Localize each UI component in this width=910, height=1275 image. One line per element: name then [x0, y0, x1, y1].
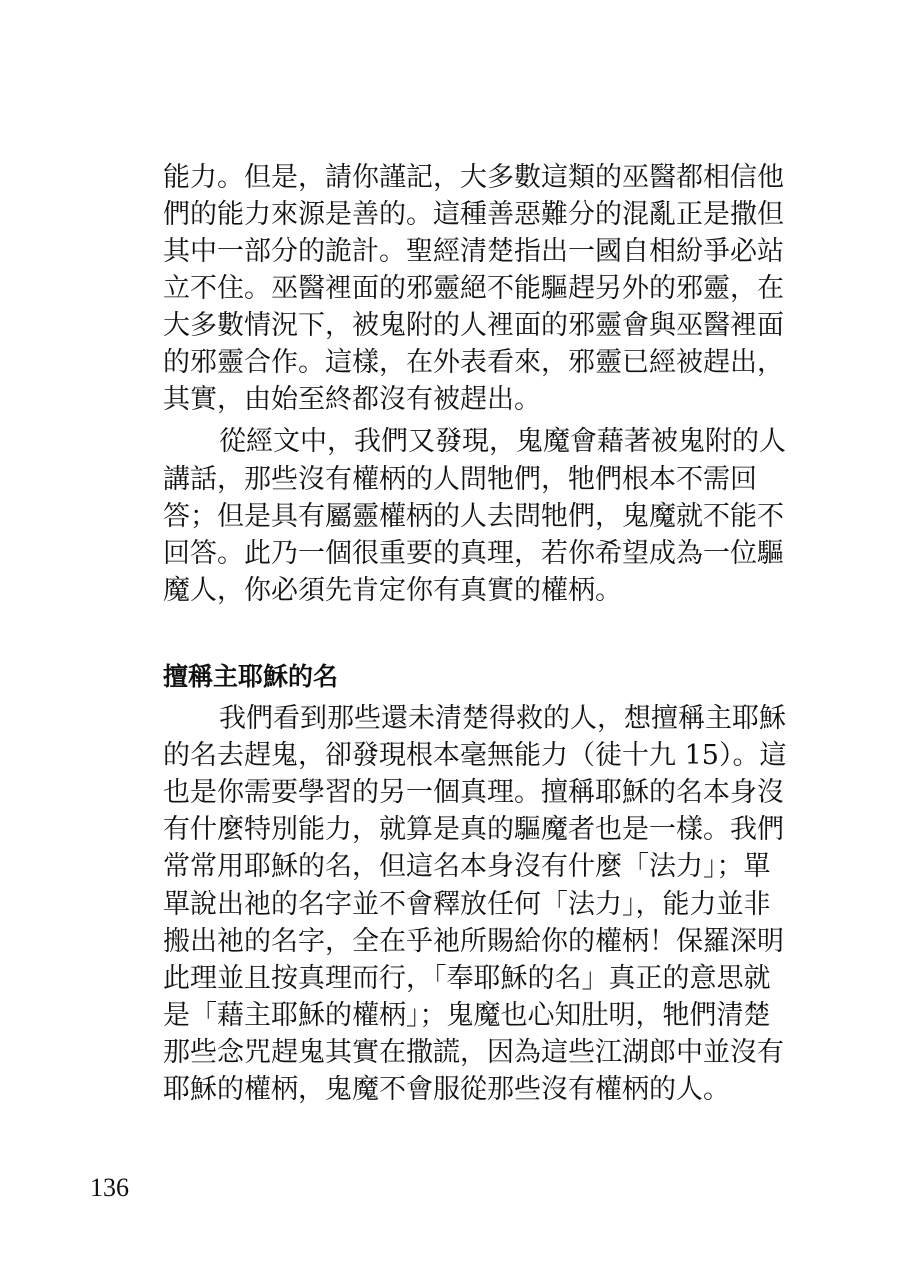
text-line: 講話，那些沒有權柄的人問牠們，牠們根本不需回 — [163, 464, 757, 495]
text-line: 耶穌的權柄，鬼魔不會服從那些沒有權柄的人。 — [163, 1074, 730, 1105]
text-line: 是「藉主耶穌的權柄」；鬼魔也心知肚明，牠們清楚 — [163, 1000, 771, 1031]
text-line: 立不住。巫醫裡面的邪靈絕不能驅趕另外的邪靈，在 — [163, 273, 784, 304]
text-line: 有什麼特別能力，就算是真的驅魔者也是一樣。我們 — [163, 814, 784, 845]
text-line: 常常用耶穌的名，但這名本身沒有什麼「法力」；單 — [163, 851, 771, 882]
section-heading: 擅稱主耶穌的名 — [163, 662, 339, 691]
text-line: 搬出祂的名字，全在乎祂所賜給你的權柄！保羅深明 — [163, 926, 784, 957]
text-line: 其中一部分的詭計。聖經清楚指出一國自相紛爭必站 — [163, 236, 784, 267]
text-line: 的邪靈合作。這樣，在外表看來，邪靈已經被趕出， — [163, 347, 784, 378]
text-line: 們的能力來源是善的。這種善惡難分的混亂正是撒但 — [163, 199, 784, 230]
text-line: 其實，由始至終都沒有被趕出。 — [163, 384, 541, 415]
text-line: 我們看到那些還未清楚得救的人，想擅稱主耶穌 — [219, 703, 786, 734]
text-line: 單說出祂的名字並不會釋放任何「法力」，能力並非 — [163, 889, 771, 920]
text-line: 魔人，你必須先肯定你有真實的權柄。 — [163, 575, 622, 606]
text-line: 的名去趕鬼，卻發現根本毫無能力（徒十九 15）。這 — [163, 740, 787, 771]
text-line: 大多數情況下，被鬼附的人裡面的邪靈會與巫醫裡面 — [163, 310, 784, 341]
text-line: 也是你需要學習的另一個真理。擅稱耶穌的名本身沒 — [163, 777, 784, 808]
text-line: 從經文中，我們又發現，鬼魔會藉著被鬼附的人 — [219, 426, 786, 457]
text-line: 答；但是具有屬靈權柄的人去問牠們，鬼魔就不能不 — [163, 501, 784, 532]
text-line: 回答。此乃一個很重要的真理，若你希望成為一位驅 — [163, 538, 784, 569]
text-line: 能力。但是，請你謹記，大多數這類的巫醫都相信他 — [163, 162, 784, 193]
text-line: 此理並且按真理而行，「奉耶穌的名」真正的意思就 — [163, 963, 771, 994]
text-line: 那些念咒趕鬼其實在撒謊，因為這些江湖郎中並沒有 — [163, 1037, 784, 1068]
page-number: 136 — [90, 1173, 129, 1202]
